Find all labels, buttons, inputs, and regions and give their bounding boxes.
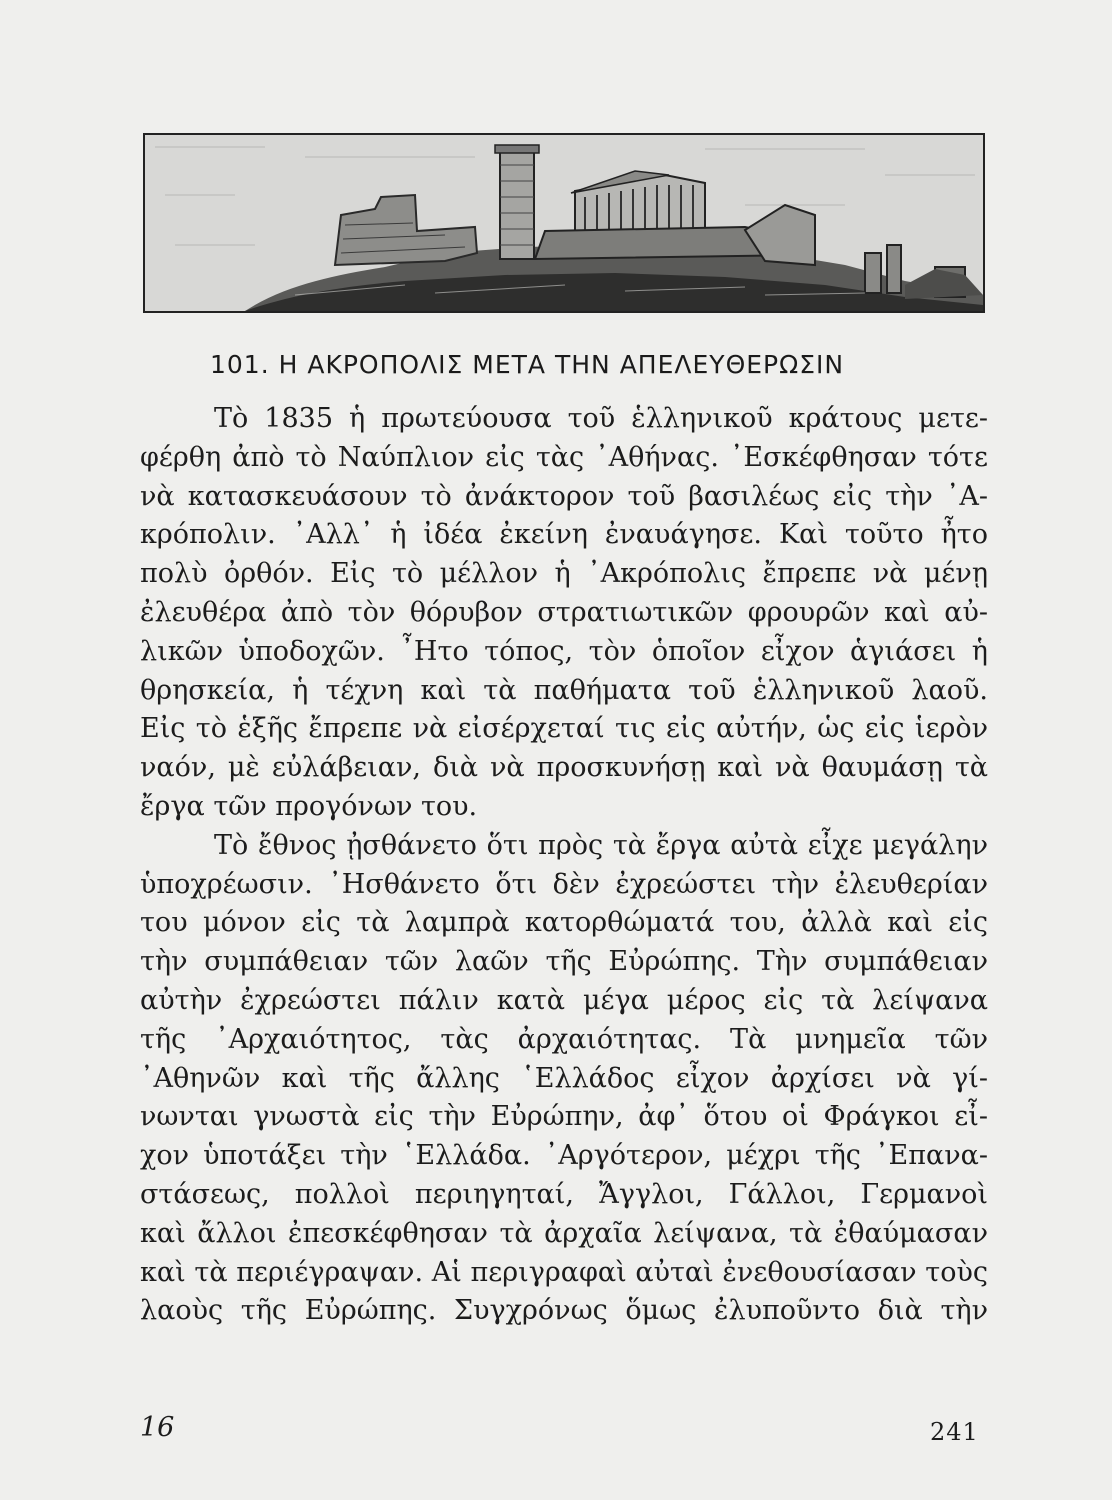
paragraph <box>140 400 988 827</box>
text-line: λικῶν ὑποδοχῶν. ῏Ητο τόπος, τὸν ὁποῖον εἶχον ἁγιάσει ἡ <box>140 635 988 667</box>
text-line: κρόπολιν. ᾿Αλλ᾿ ἡ ἰδέα ἐκείνη ἐναυάγησε. Καὶ τοῦτο ἦτο <box>140 519 988 551</box>
text-line: Τὸ 1835 ἡ πρωτεύουσα τοῦ ἑλληνικοῦ κράτους μετε- <box>214 403 988 434</box>
text-line: στάσεως, πολλοὶ περιηγηταί, Ἄγγλοι, Γάλλοι, Γερμανοὶ <box>140 1178 988 1210</box>
acropolis-illustration <box>143 133 985 313</box>
chapter-title: 101. Η ΑΚΡΟΠΟΛΙΣ ΜΕΤΑ ΤΗΝ ΑΠΕΛΕΥΘΕΡΩΣΙΝ <box>210 350 845 379</box>
signature-mark: 16 <box>140 1412 175 1443</box>
text-line: λαοὺς τῆς Εὐρώπης. Συγχρόνως ὅμως ἐλυποῦντο διὰ τὴν <box>140 1295 988 1327</box>
body-text <box>140 400 988 1331</box>
text-line: ναόν, μὲ εὐλάβειαν, διὰ νὰ προσκυνήσῃ καὶ νὰ θαυμάσῃ τὰ <box>140 752 988 784</box>
text-line: καὶ τὰ περιέγραψαν. Αἱ περιγραφαὶ αὐταὶ ἐνεθουσίασαν τοὺς <box>140 1256 988 1288</box>
page-number: 241 <box>930 1418 979 1446</box>
acropolis-engraving-icon <box>145 135 983 311</box>
text-line: πολὺ ὀρθόν. Εἰς τὸ μέλλον ἡ ᾿Ακρόπολις ἔπρεπε νὰ μένῃ <box>140 558 988 590</box>
text-line: θρησκεία, ἡ τέχνη καὶ τὰ παθήματα τοῦ ἑλληνικοῦ λαοῦ. <box>140 674 988 706</box>
text-line: τῆς ᾿Αρχαιότητος, τὰς ἀρχαιότητας. Τὰ μνημεῖα τῶν <box>140 1023 988 1055</box>
text-line: ἔργα τῶν προγόνων του. <box>140 790 478 822</box>
text-line: νωνται γνωστὰ εἰς τὴν Εὐρώπην, ἀφ᾿ ὅτου οἱ Φράγκοι εἶ- <box>140 1101 988 1133</box>
text-line: Εἰς τὸ ἑξῆς ἔπρεπε νὰ εἰσέρχεταί τις εἰς αὐτήν, ὡς εἰς ἱερὸν <box>140 713 988 745</box>
text-line: αὐτὴν ἐχρεώστει πάλιν κατὰ μέγα μέρος εἰς τὰ λείψανα <box>140 984 988 1016</box>
text-line: ὑποχρέωσιν. ᾿Ησθάνετο ὅτι δὲν ἐχρεώστει τὴν ἐλευθερίαν <box>140 868 988 900</box>
text-line: νὰ κατασκευάσουν τὸ ἀνάκτορον τοῦ βασιλέως εἰς τὴν ᾿Α- <box>140 480 988 512</box>
paragraph <box>140 827 988 1331</box>
text-line: φέρθη ἀπὸ τὸ Ναύπλιον εἰς τὰς ᾿Αθήνας. ᾿Εσκέφθησαν τότε <box>140 441 988 473</box>
text-line: του μόνον εἰς τὰ λαμπρὰ κατορθώματά του, ἀλλὰ καὶ εἰς <box>140 907 988 939</box>
text-line: καὶ ἄλλοι ἐπεσκέφθησαν τὰ ἀρχαῖα λείψανα, τὰ ἐθαύμασαν <box>140 1217 988 1249</box>
text-line: Τὸ ἔθνος ᾐσθάνετο ὅτι πρὸς τὰ ἔργα αὐτὰ εἶχε μεγάλην <box>214 829 988 861</box>
text-line: χον ὑποτάξει τὴν ῾Ελλάδα. ᾿Αργότερον, μέχρι τῆς ᾿Επανα- <box>140 1140 988 1172</box>
text-line: ᾿Αθηνῶν καὶ τῆς ἄλλης ῾Ελλάδος εἶχον ἀρχίσει νὰ γί- <box>140 1062 988 1094</box>
text-line: τὴν συμπάθειαν τῶν λαῶν τῆς Εὐρώπης. Τὴν συμπάθειαν <box>140 946 988 978</box>
text-line: ἐλευθέρα ἀπὸ τὸν θόρυβον στρατιωτικῶν φρουρῶν καὶ αὐ- <box>140 596 988 628</box>
